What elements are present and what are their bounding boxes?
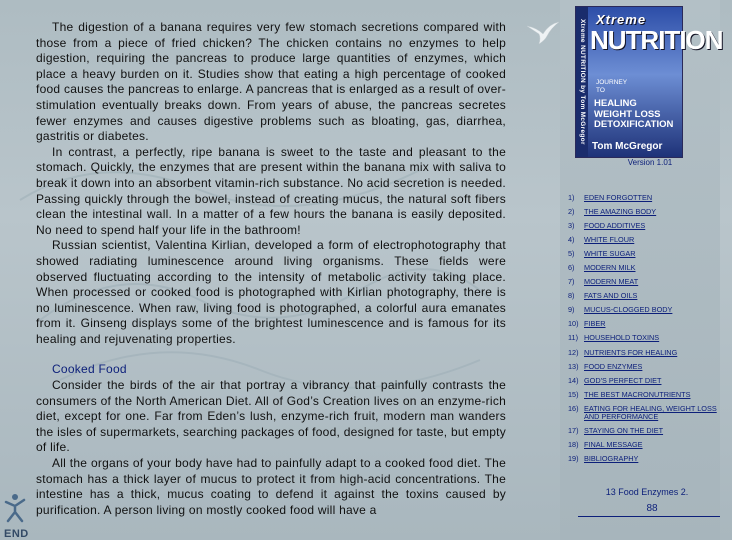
toc-item-number: 17): [568, 425, 579, 435]
toc-item-link[interactable]: MODERN MILK: [584, 263, 636, 273]
toc-item-number: 1): [568, 193, 575, 202]
toc-item-link[interactable]: WHITE FLOUR: [584, 235, 635, 245]
toc-item-link[interactable]: EATING FOR HEALING, WEIGHT LOSS AND PERFORMANCE: [584, 403, 717, 421]
toc-item[interactable]: [568, 222, 718, 230]
cover-subtitle: [594, 99, 673, 131]
person-icon: [4, 492, 26, 522]
cover-author: Tom McGregor: [592, 141, 663, 152]
cover-journey: [596, 79, 627, 95]
toc-item[interactable]: [568, 391, 718, 399]
body-paragraph: Consider the birds of the air that portray a vibrancy that painfully contrasts the consumers of the North American Diet. All of God’s Creation lives on an enzyme-rich diet, except for one. Far from Eden’s lush, enzyme-rich fruit, modern man wanders the isles of supermarkets, searching packages of food, designed for taste, but empty of life.: [36, 378, 506, 455]
toc-item[interactable]: [568, 208, 718, 216]
section-heading: Cooked Food: [52, 362, 127, 377]
toc-item-link[interactable]: THE AMAZING BODY: [584, 207, 657, 217]
toc-item[interactable]: [568, 363, 718, 371]
toc-item-number: 14): [568, 375, 579, 385]
toc-item[interactable]: [568, 441, 718, 449]
cover-subtitle-line: WEIGHT LOSS: [594, 108, 661, 120]
page-number-underline: [578, 516, 720, 517]
toc-item-number: 5): [568, 249, 575, 259]
toc-item-number: 16): [568, 403, 579, 413]
bird-icon: [525, 20, 561, 46]
toc-item[interactable]: [568, 320, 718, 328]
toc-item-link[interactable]: FIBER: [584, 319, 606, 329]
toc-item-link[interactable]: FOOD ADDITIVES: [584, 221, 646, 231]
toc-item[interactable]: [568, 306, 718, 314]
toc-item[interactable]: [568, 236, 718, 244]
toc-item-number: 13): [568, 361, 579, 371]
cover-journey-line: TO: [596, 87, 605, 94]
cover-title-nutrition: NUTRITION: [590, 25, 723, 55]
cover-subtitle-line: HEALING: [594, 98, 637, 109]
cover-title-xtreme: Xtreme: [596, 12, 647, 27]
toc-item-number: 10): [568, 319, 579, 329]
toc-item-link[interactable]: THE BEST MACRONUTRIENTS: [584, 389, 691, 399]
toc-item-number: 12): [568, 347, 579, 357]
toc-item-link[interactable]: WHITE SUGAR: [584, 249, 636, 259]
toc-item-link[interactable]: EDEN FORGOTTEN: [584, 193, 653, 202]
toc-item-link[interactable]: FOOD ENZYMES: [584, 361, 643, 371]
toc-item[interactable]: [568, 250, 718, 258]
paragraph-spacer: [36, 347, 506, 362]
toc-item[interactable]: [568, 194, 718, 202]
toc-item-number: 6): [568, 263, 575, 273]
toc-item-link[interactable]: STAYING ON THE DIET: [584, 425, 664, 435]
footer-topic: 13 Food Enzymes 2.: [605, 487, 689, 497]
body-paragraph: Russian scientist, Valentina Kirlian, developed a form of electrophotography that showed radiating luminescence around living organisms. These fields were observed fluctuating according to the intensity of metabolic activity taking place. When processed or cooked food is photographed with Kirlian photography, there is no luminescence. When raw, living food is photographed, a colorful aura emanates from it. Ginseng displays some of the brightest luminescence and is famous for its healing and rejuvenating properties.: [36, 238, 506, 346]
page-number: 88: [646, 503, 658, 514]
end-button[interactable]: END: [4, 528, 29, 540]
body-paragraph: The digestion of a banana requires very few stomach secretions compared with those from a piece of fried chicken? The chicken contains no enzymes to help digestion, requiring the pancreas to produce large quantities of enzymes, which place a heavy burden on it. Studies show that eating a high percentage of cooked food causes the pancreas to enlarge. A pancreas that is enlarged as a result of over-stimulation eventually breaks down. From years of abuse, the pancreas secretes fewer enzymes and causes digestive problems such as bloating, gas, diarrhea, gastritis or diabetes.: [36, 20, 506, 144]
toc-item-link[interactable]: HOUSEHOLD TOXINS: [584, 333, 660, 343]
body-paragraph: In contrast, a perfectly, ripe banana is sweet to the taste and pleasant to the stomach. Quickly, the enzymes that are present within the banana mix with saliva to break it down into an absorbent vitamin-rich substance. No acid secretion is needed. Passing quickly through the bowel, instead of creating mucus, the natural soft fibers clean the intestinal wall. In a matter of a few hours the banana is easily deposited. No need to spend half your life in the bathroom!: [36, 144, 506, 237]
toc-item-link[interactable]: MUCUS-CLOGGED BODY: [584, 305, 673, 315]
toc-item[interactable]: [568, 427, 718, 435]
cover-journey-line: JOURNEY: [596, 79, 628, 86]
toc-item[interactable]: [568, 349, 718, 357]
toc-item-number: 9): [568, 305, 575, 315]
toc-item-number: 8): [568, 291, 575, 301]
toc-item-number: 2): [568, 207, 575, 217]
toc-item-number: 15): [568, 389, 579, 399]
toc-item-number: 11): [568, 333, 579, 343]
cover-subtitle-line: DETOXIFICATION: [594, 119, 674, 130]
toc-item[interactable]: [568, 292, 718, 300]
toc-item-link[interactable]: GOD'S PERFECT DIET: [584, 375, 662, 385]
toc-item[interactable]: [568, 377, 718, 385]
toc-item-link[interactable]: MODERN MEAT: [584, 277, 639, 287]
toc-item[interactable]: [568, 264, 718, 272]
toc-item[interactable]: [568, 455, 718, 463]
toc-item-number: 19): [568, 454, 579, 464]
book-cover-image[interactable]: [575, 6, 723, 158]
toc-item-number: 3): [568, 221, 575, 231]
toc-item-link[interactable]: BIBLIOGRAPHY: [584, 454, 639, 464]
body-paragraph: All the organs of your body have had to painfully adapt to a cooked food diet. The stomach has a thick layer of mucus to protect it from high-acid concentrations. The intestine has a thick, mucus coating to defend it against the toxins caused by purification. A person living on mostly cooked food will have a: [36, 456, 506, 517]
toc-item-number: 18): [568, 440, 579, 449]
toc-item[interactable]: [568, 278, 718, 286]
toc-item-link[interactable]: FATS AND OILS: [584, 291, 638, 301]
toc-item-link[interactable]: FINAL MESSAGE: [584, 440, 643, 449]
toc-item[interactable]: [568, 334, 718, 342]
toc-item-number: 4): [568, 235, 575, 245]
table-of-contents: [568, 194, 718, 469]
toc-item-link[interactable]: NUTRIENTS FOR HEALING: [584, 347, 678, 357]
toc-item-number: 7): [568, 277, 575, 287]
version-label: Version 1.01: [627, 158, 673, 167]
cover-spine-text: Xtreme NUTRITION by Tom McGregor: [576, 7, 588, 157]
main-content: [36, 20, 506, 518]
toc-item[interactable]: [568, 405, 718, 421]
